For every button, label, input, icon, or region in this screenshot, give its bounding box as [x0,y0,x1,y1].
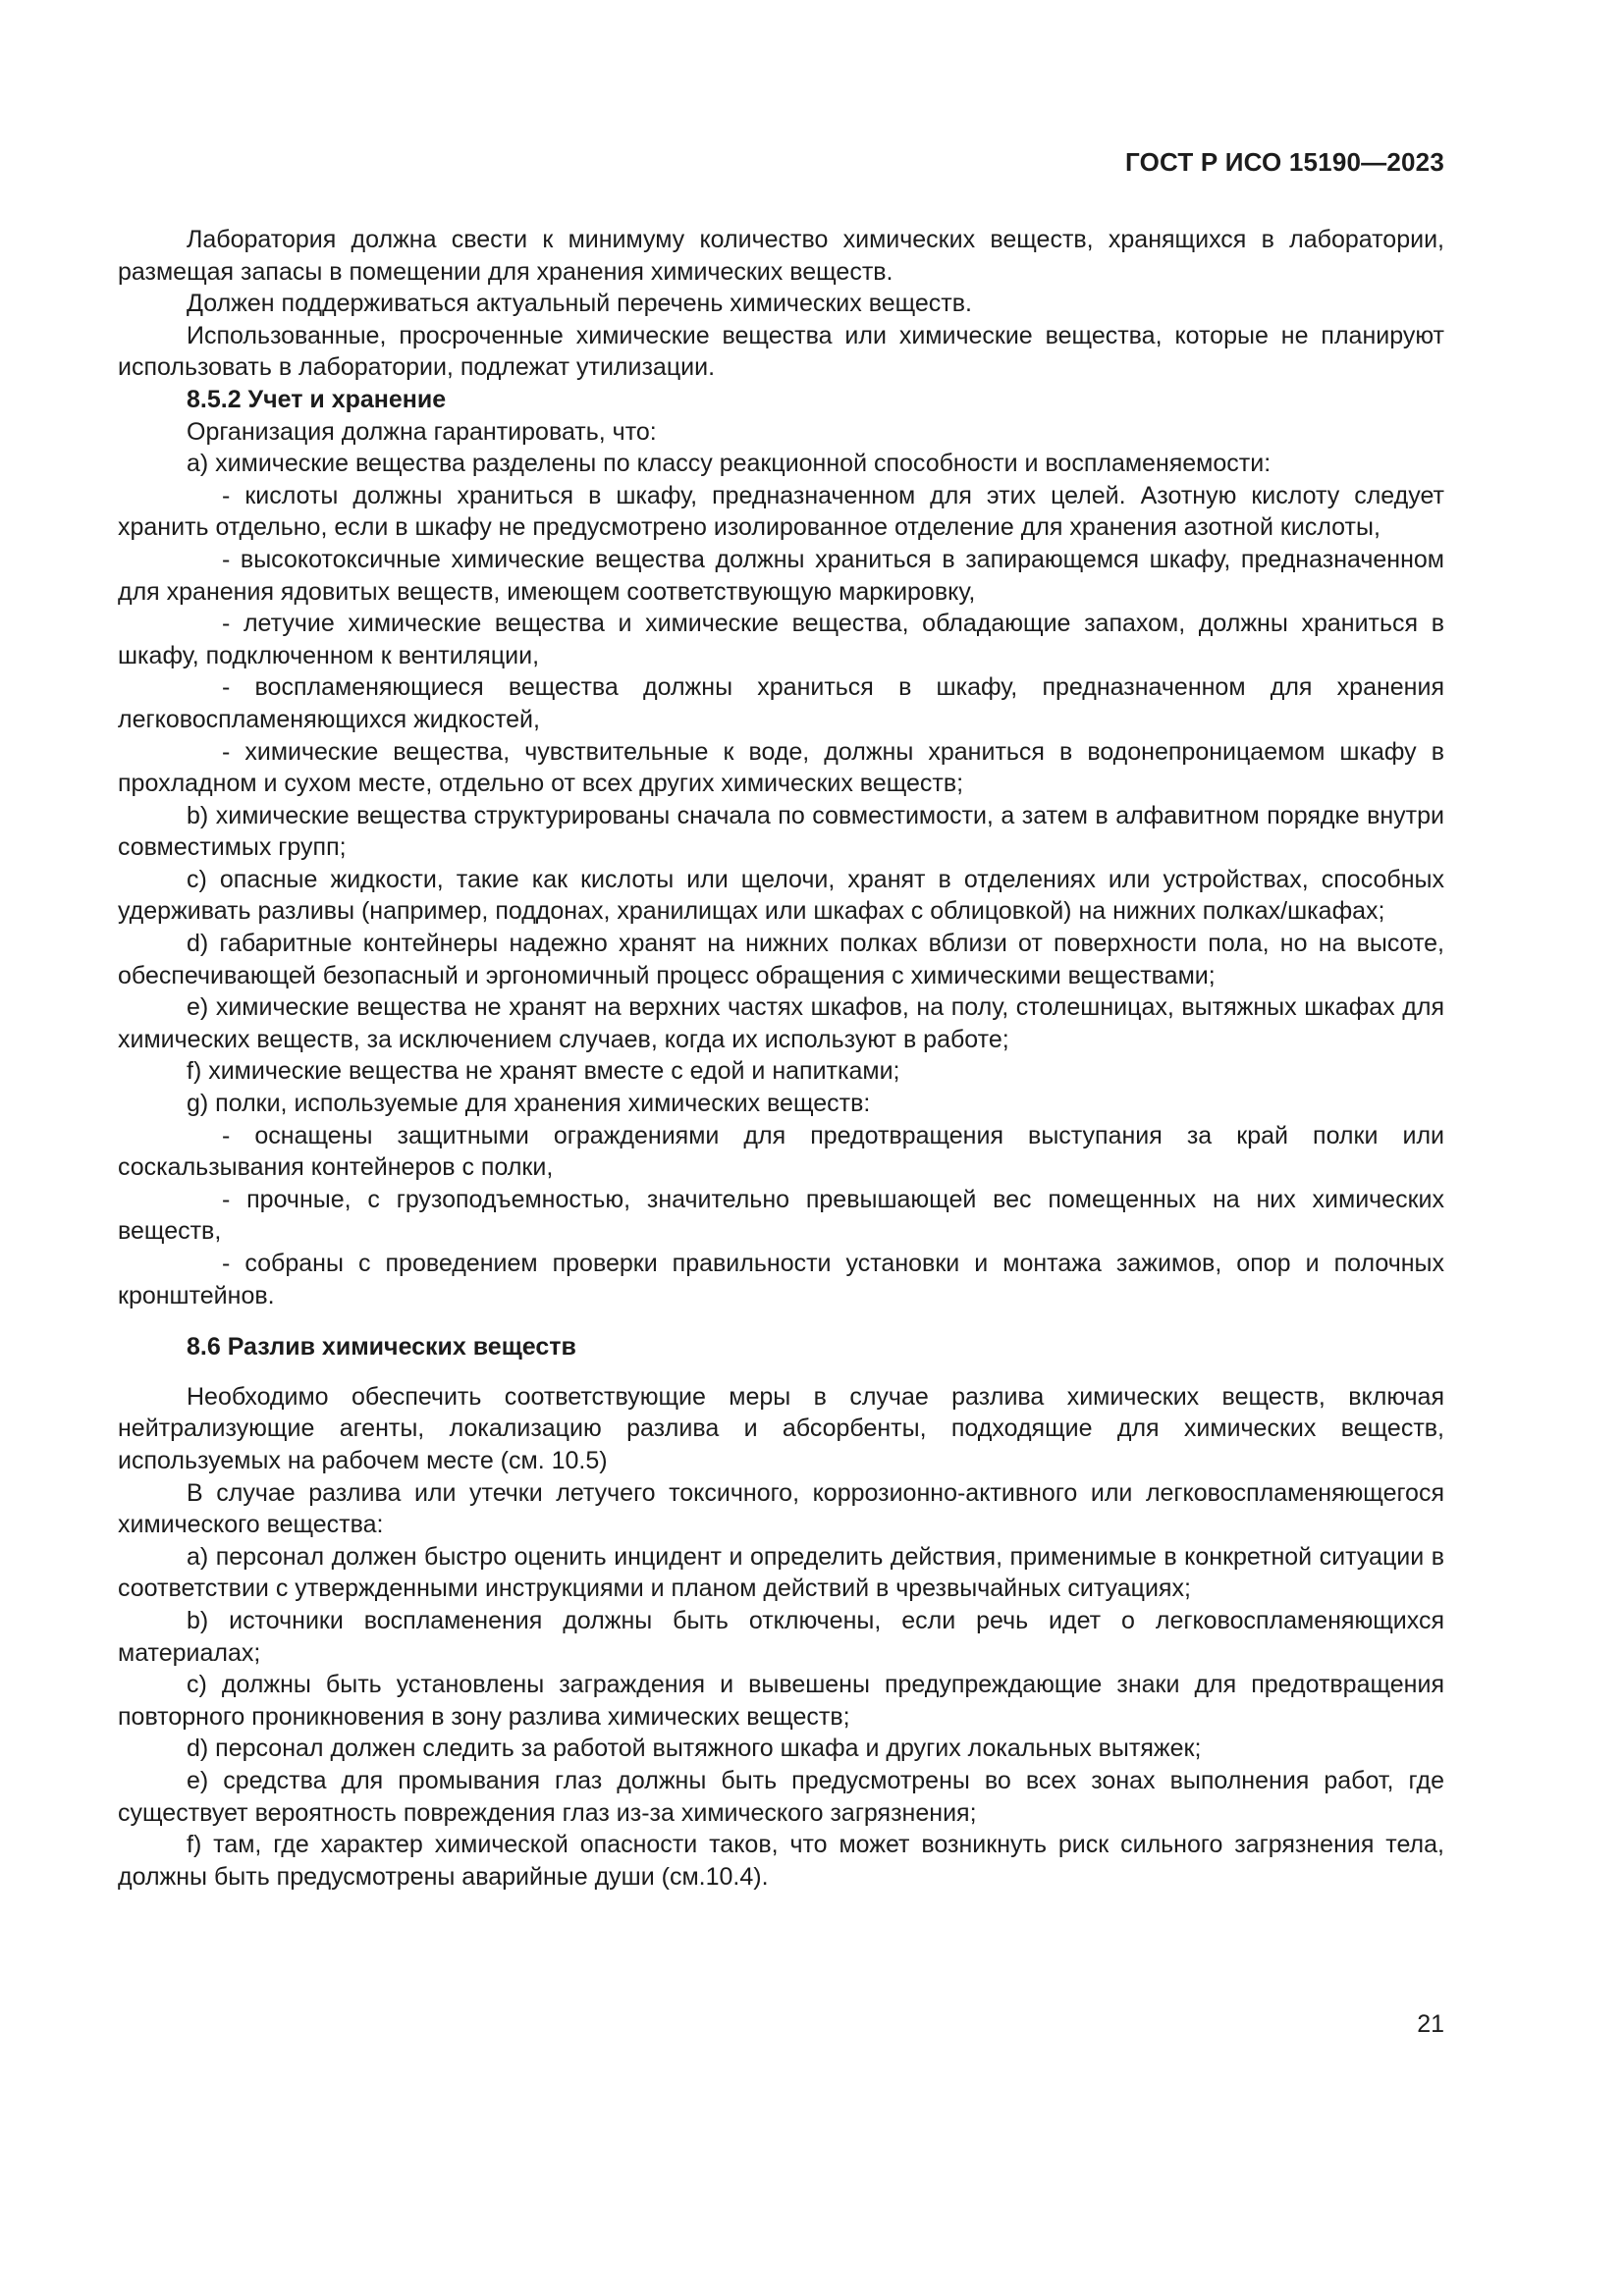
dash-item: - высокотоксичные химические вещества должны храниться в запирающемся шкафу, предназначенном для хранения ядовитых веществ, имеющем соответствующую маркировку, [118,545,1444,606]
page-number: 21 [1417,2010,1444,2038]
paragraph: Необходимо обеспечить соответствующие меры в случае разлива химических веществ, включая нейтрализующие агенты, локализацию разлива и абсорбенты, подходящие для химических веществ, используемых на рабочем месте (см. 10.5) [118,1382,1444,1474]
list-item: а) персонал должен быстро оценить инцидент и определить действия, применимые в конкретной ситуации в соответствии с утвержденными инструкциями и планом действий в чрезвычайных ситуациях; [118,1542,1444,1603]
list-item: а) химические вещества разделены по классу реакционной способности и воспламеняемости: [187,450,1272,478]
list-item: c) должны быть установлены заграждения и вывешены предупреждающие знаки для предотвращения повторного проникновения в зону разлива химических веществ; [118,1671,1444,1731]
paragraph: Лаборатория должна свести к минимуму количество химических веществ, хранящихся в лаборатории, размещая запасы в помещении для хранения химических веществ. [118,226,1444,286]
paragraph: В случае разлива или утечки летучего токсичного, коррозионно-активного или легковоспламеняющегося химического вещества: [118,1478,1444,1539]
dash-item: - кислоты должны храниться в шкафу, предназначенном для этих целей. Азотную кислоту следует хранить отдельно, если в шкафу не предусмотрено изолированное отделение для хранения азотной кислоты, [118,481,1444,542]
list-item: f) химические вещества не хранят вместе с едой и напитками; [187,1057,900,1086]
dash-item: - прочные, с грузоподъемностью, значительно превышающей вес помещенных на них химических веществ, [118,1185,1444,1246]
page-content [118,224,1444,1893]
dash-item: - химические вещества, чувствительные к воде, должны храниться в водонепроницаемом шкафу в прохладном и сухом месте, отдельно от всех других химических веществ; [118,737,1444,798]
dash-item: - оснащены защитными ограждениями для предотвращения выступания за край полки или соскальзывания контейнеров с полки, [118,1121,1444,1182]
paragraph: Использованные, просроченные химические вещества или химические вещества, которые не планируют использовать в лаборатории, подлежат утилизации. [118,321,1444,382]
subsection-heading: 8.5.2 Учет и хранение [187,385,447,413]
list-item: c) опасные жидкости, такие как кислоты или щелочи, хранят в отделениях или устройствах, способных удерживать разливы (например, поддонах, хранилищах или шкафах с облицовкой) на нижних полках/шкафах; [118,865,1444,926]
list-item: g) полки, используемые для хранения химических веществ: [187,1090,871,1118]
paragraph: Организация должна гарантировать, что: [187,417,657,446]
section-heading: 8.6 Разлив химических веществ [187,1333,576,1362]
dash-item: - собраны с проведением проверки правильности установки и монтажа зажимов, опор и полочных кронштейнов. [118,1250,1444,1309]
dash-item: - летучие химические вещества и химические вещества, обладающие запахом, должны храниться в шкафу, подключенном к вентиляции, [118,610,1444,669]
list-item: b) химические вещества структурированы сначала по совместимости, а затем в алфавитном порядке внутри совместимых групп; [118,801,1444,862]
paragraph: Должен поддерживаться актуальный перечень химических веществ. [187,290,972,318]
list-item: d) габаритные контейнеры надежно хранят на нижних полках вблизи от поверхности пола, но на высоте, обеспечивающей безопасный и эргономичный процесс обращения с химическими веществами; [118,930,1444,989]
list-item: e) средства для промывания глаз должны быть предусмотрены во всех зонах выполнения работ, где существует вероятность повреждения глаз из-за химического загрязнения; [118,1766,1444,1827]
list-item: b) источники воспламенения должны быть отключены, если речь идет о легковоспламеняющихся материалах; [118,1606,1444,1667]
list-item: f) там, где характер химической опасности таков, что может возникнуть риск сильного загрязнения тела, должны быть предусмотрены аварийные души (см.10.4). [118,1831,1444,1891]
document-code-header: ГОСТ Р ИСО 15190—2023 [1124,147,1444,177]
dash-item: - воспламеняющиеся вещества должны храниться в шкафу, предназначенном для хранения легковоспламеняющихся жидкостей, [118,673,1444,733]
list-item: d) персонал должен следить за работой вытяжного шкафа и других локальных вытяжек; [187,1735,1202,1763]
list-item: e) химические вещества не хранят на верхних частях шкафов, на полу, столешницах, вытяжных шкафах для химических веществ, за исключением случаев, когда их используют в работе; [118,993,1444,1053]
